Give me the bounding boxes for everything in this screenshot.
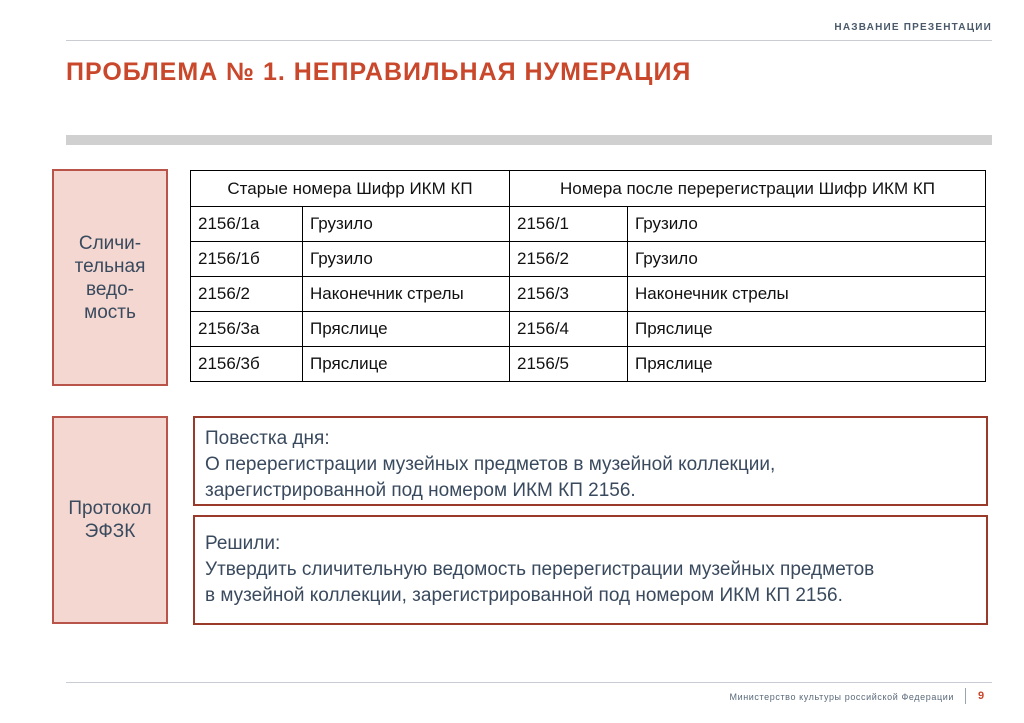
old-number-cell: 2156/3б (191, 347, 303, 382)
new-name-cell: Пряслице (628, 347, 986, 382)
new-name-cell: Грузило (628, 242, 986, 277)
agenda-line: О перерегистрации музейных предметов в музейной коллекции, (205, 454, 776, 475)
old-name-cell: Грузило (303, 242, 510, 277)
title-underline-bar (66, 135, 992, 145)
new-number-cell: 2156/3 (510, 277, 628, 312)
table-header-row (191, 171, 986, 207)
old-name-cell: Пряслице (303, 347, 510, 382)
table-row (191, 242, 986, 277)
decision-box (193, 515, 988, 625)
new-number-cell: 2156/2 (510, 242, 628, 277)
table-row (191, 207, 986, 242)
old-name-cell: Пряслице (303, 312, 510, 347)
protocol-label: Протокол ЭФЗК (68, 498, 152, 542)
footer-ministry: Министерство культуры российской Федерации (729, 692, 954, 702)
new-name-cell: Пряслице (628, 312, 986, 347)
old-number-cell: 2156/3а (191, 312, 303, 347)
new-number-cell: 2156/4 (510, 312, 628, 347)
new-name-cell: Наконечник стрелы (628, 277, 986, 312)
old-numbers-header: Старые номера Шифр ИКМ КП (191, 171, 510, 207)
decision-line: Утвердить сличительную ведомость перерегистрации музейных предметов (205, 559, 875, 580)
old-name-cell: Грузило (303, 207, 510, 242)
slide-title: ПРОБЛЕМА № 1. НЕПРАВИЛЬНАЯ НУМЕРАЦИЯ (66, 58, 692, 86)
new-numbers-header: Номера после перерегистрации Шифр ИКМ КП (510, 171, 986, 207)
table-row (191, 347, 986, 382)
bottom-divider (66, 682, 992, 683)
footer-separator (965, 688, 966, 704)
old-number-cell: 2156/1б (191, 242, 303, 277)
old-name-cell: Наконечник стрелы (303, 277, 510, 312)
new-number-cell: 2156/5 (510, 347, 628, 382)
decision-heading: Решили: (205, 533, 281, 554)
agenda-line: зарегистрированной под номером ИКМ КП 2156. (205, 480, 636, 501)
table-row (191, 277, 986, 312)
presentation-label: НАЗВАНИЕ ПРЕЗЕНТАЦИИ (834, 22, 992, 33)
page-number: 9 (978, 690, 985, 702)
new-name-cell: Грузило (628, 207, 986, 242)
top-divider (66, 40, 992, 41)
protocol-label-box (52, 416, 168, 624)
decision-line: в музейной коллекции, зарегистрированной под номером ИКМ КП 2156. (205, 585, 843, 606)
ledger-label: Сличи- тельная ведо- мость (74, 232, 146, 323)
table-row (191, 312, 986, 347)
agenda-box (193, 416, 988, 506)
old-number-cell: 2156/1а (191, 207, 303, 242)
ledger-label-box (52, 169, 168, 386)
agenda-heading: Повестка дня: (205, 428, 330, 449)
old-number-cell: 2156/2 (191, 277, 303, 312)
renumbering-table (190, 170, 986, 382)
new-number-cell: 2156/1 (510, 207, 628, 242)
